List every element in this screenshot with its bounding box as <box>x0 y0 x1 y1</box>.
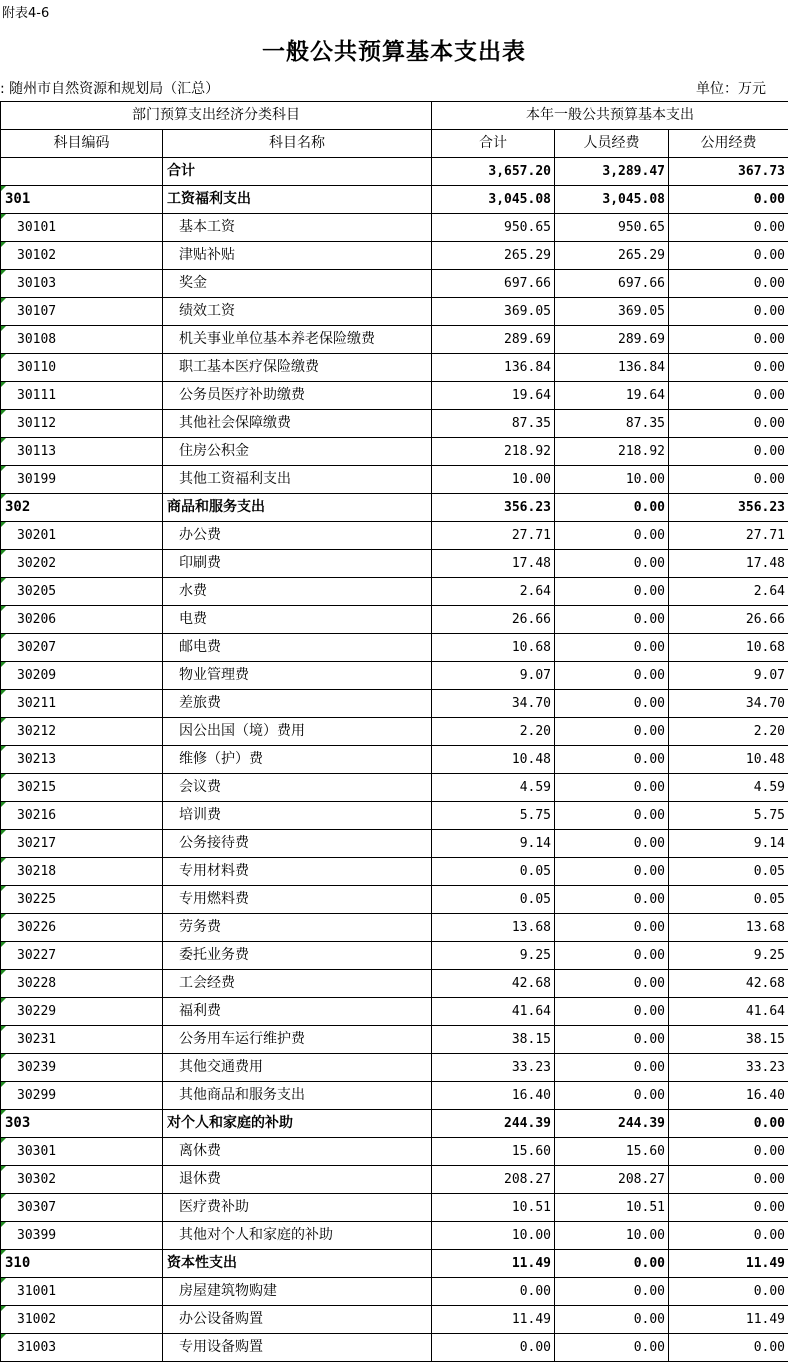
cell-code: 310 <box>1 1250 163 1278</box>
cell-personnel: 10.00 <box>555 1222 669 1250</box>
cell-total: 218.92 <box>432 438 555 466</box>
department-label: : 随州市自然资源和规划局（汇总） <box>0 78 219 98</box>
cell-name: 绩效工资 <box>163 298 432 326</box>
cell-public: 4.59 <box>669 774 788 802</box>
cell-code: 30225 <box>1 886 163 914</box>
cell-personnel: 87.35 <box>555 410 669 438</box>
cell-personnel: 3,045.08 <box>555 186 669 214</box>
cell-code: 30307 <box>1 1194 163 1222</box>
table-row <box>1 578 788 606</box>
cell-name: 办公设备购置 <box>163 1306 432 1334</box>
cell-code: 30302 <box>1 1166 163 1194</box>
cell-name: 劳务费 <box>163 914 432 942</box>
cell-personnel: 10.51 <box>555 1194 669 1222</box>
cell-total: 87.35 <box>432 410 555 438</box>
cell-personnel: 0.00 <box>555 550 669 578</box>
cell-name: 工资福利支出 <box>163 186 432 214</box>
cell-name: 电费 <box>163 606 432 634</box>
cell-public: 16.40 <box>669 1082 788 1110</box>
cell-public: 0.00 <box>669 1138 788 1166</box>
cell-code: 30112 <box>1 410 163 438</box>
cell-code: 30102 <box>1 242 163 270</box>
cell-total: 3,045.08 <box>432 186 555 214</box>
cell-public: 0.00 <box>669 382 788 410</box>
cell-public: 0.00 <box>669 1194 788 1222</box>
cell-code: 30207 <box>1 634 163 662</box>
table-row <box>1 690 788 718</box>
cell-total: 9.25 <box>432 942 555 970</box>
cell-public: 0.00 <box>669 214 788 242</box>
cell-name: 水费 <box>163 578 432 606</box>
cell-personnel: 0.00 <box>555 606 669 634</box>
cell-total: 356.23 <box>432 494 555 522</box>
cell-personnel: 265.29 <box>555 242 669 270</box>
cell-public: 0.00 <box>669 1166 788 1194</box>
cell-total: 16.40 <box>432 1082 555 1110</box>
table-row <box>1 746 788 774</box>
cell-public: 34.70 <box>669 690 788 718</box>
cell-total: 10.00 <box>432 1222 555 1250</box>
cell-code: 30206 <box>1 606 163 634</box>
header-classification: 部门预算支出经济分类科目 <box>1 102 432 130</box>
cell-name: 退休费 <box>163 1166 432 1194</box>
cell-name: 住房公积金 <box>163 438 432 466</box>
cell-public: 27.71 <box>669 522 788 550</box>
table-row <box>1 1138 788 1166</box>
table-row <box>1 326 788 354</box>
cell-total: 26.66 <box>432 606 555 634</box>
cell-total: 10.48 <box>432 746 555 774</box>
table-row <box>1 354 788 382</box>
cell-code: 303 <box>1 1110 163 1138</box>
cell-public: 41.64 <box>669 998 788 1026</box>
table-row <box>1 774 788 802</box>
cell-total: 9.14 <box>432 830 555 858</box>
cell-name: 其他工资福利支出 <box>163 466 432 494</box>
cell-code: 30215 <box>1 774 163 802</box>
cell-public: 0.00 <box>669 270 788 298</box>
cell-code: 30205 <box>1 578 163 606</box>
cell-code: 30239 <box>1 1054 163 1082</box>
table-row <box>1 298 788 326</box>
cell-name: 差旅费 <box>163 690 432 718</box>
cell-personnel: 289.69 <box>555 326 669 354</box>
cell-name: 房屋建筑物购建 <box>163 1278 432 1306</box>
table-row <box>1 634 788 662</box>
cell-total: 208.27 <box>432 1166 555 1194</box>
cell-total: 9.07 <box>432 662 555 690</box>
cell-personnel: 0.00 <box>555 830 669 858</box>
table-row <box>1 998 788 1026</box>
cell-name: 邮电费 <box>163 634 432 662</box>
cell-name: 专用设备购置 <box>163 1334 432 1362</box>
cell-personnel: 0.00 <box>555 914 669 942</box>
cell-name: 专用燃料费 <box>163 886 432 914</box>
cell-personnel: 0.00 <box>555 578 669 606</box>
cell-name: 印刷费 <box>163 550 432 578</box>
cell-name: 委托业务费 <box>163 942 432 970</box>
cell-name: 其他社会保障缴费 <box>163 410 432 438</box>
table-row <box>1 522 788 550</box>
cell-personnel: 244.39 <box>555 1110 669 1138</box>
table-row <box>1 158 788 186</box>
cell-total: 10.00 <box>432 466 555 494</box>
cell-name: 津贴补贴 <box>163 242 432 270</box>
cell-name: 工会经费 <box>163 970 432 998</box>
table-row <box>1 466 788 494</box>
header-name: 科目名称 <box>163 130 432 158</box>
cell-public: 367.73 <box>669 158 788 186</box>
header-total: 合计 <box>432 130 555 158</box>
cell-public: 356.23 <box>669 494 788 522</box>
cell-total: 11.49 <box>432 1250 555 1278</box>
cell-personnel: 0.00 <box>555 522 669 550</box>
cell-code: 30228 <box>1 970 163 998</box>
cell-personnel: 15.60 <box>555 1138 669 1166</box>
table-row <box>1 830 788 858</box>
table-row <box>1 886 788 914</box>
unit-label: 单位：万元 <box>696 78 766 98</box>
cell-total: 265.29 <box>432 242 555 270</box>
cell-personnel: 0.00 <box>555 746 669 774</box>
cell-personnel: 0.00 <box>555 1278 669 1306</box>
cell-name: 基本工资 <box>163 214 432 242</box>
table-row <box>1 410 788 438</box>
cell-name: 机关事业单位基本养老保险缴费 <box>163 326 432 354</box>
cell-code: 30111 <box>1 382 163 410</box>
table-row <box>1 1110 788 1138</box>
cell-public: 17.48 <box>669 550 788 578</box>
cell-total: 10.68 <box>432 634 555 662</box>
table-row <box>1 970 788 998</box>
cell-personnel: 0.00 <box>555 942 669 970</box>
cell-total: 4.59 <box>432 774 555 802</box>
cell-name: 福利费 <box>163 998 432 1026</box>
table-header-row <box>1 130 788 158</box>
cell-code <box>1 158 163 186</box>
table-body <box>1 158 788 1362</box>
cell-name: 医疗费补助 <box>163 1194 432 1222</box>
cell-total: 0.05 <box>432 886 555 914</box>
cell-public: 33.23 <box>669 1054 788 1082</box>
cell-public: 11.49 <box>669 1306 788 1334</box>
table-row <box>1 438 788 466</box>
cell-personnel: 0.00 <box>555 634 669 662</box>
table-row <box>1 1306 788 1334</box>
page-title: 一般公共预算基本支出表 <box>0 33 788 66</box>
cell-code: 30231 <box>1 1026 163 1054</box>
cell-total: 15.60 <box>432 1138 555 1166</box>
cell-personnel: 0.00 <box>555 1054 669 1082</box>
table-row <box>1 1222 788 1250</box>
cell-public: 9.14 <box>669 830 788 858</box>
cell-total: 5.75 <box>432 802 555 830</box>
cell-public: 0.00 <box>669 298 788 326</box>
cell-public: 9.25 <box>669 942 788 970</box>
table-row <box>1 1166 788 1194</box>
cell-code: 30212 <box>1 718 163 746</box>
cell-total: 10.51 <box>432 1194 555 1222</box>
table-row <box>1 242 788 270</box>
cell-code: 30103 <box>1 270 163 298</box>
cell-personnel: 0.00 <box>555 662 669 690</box>
cell-personnel: 19.64 <box>555 382 669 410</box>
header-public: 公用经费 <box>669 130 788 158</box>
table-row <box>1 1278 788 1306</box>
appendix-label: 附表4-6 <box>2 2 49 21</box>
cell-name: 合计 <box>163 158 432 186</box>
cell-personnel: 218.92 <box>555 438 669 466</box>
cell-total: 289.69 <box>432 326 555 354</box>
cell-total: 697.66 <box>432 270 555 298</box>
table-row <box>1 186 788 214</box>
table-row <box>1 606 788 634</box>
cell-code: 30101 <box>1 214 163 242</box>
cell-personnel: 0.00 <box>555 1082 669 1110</box>
cell-name: 其他商品和服务支出 <box>163 1082 432 1110</box>
cell-code: 302 <box>1 494 163 522</box>
table-row <box>1 214 788 242</box>
cell-personnel: 369.05 <box>555 298 669 326</box>
cell-personnel: 0.00 <box>555 886 669 914</box>
table-row <box>1 1194 788 1222</box>
cell-code: 30227 <box>1 942 163 970</box>
cell-name: 专用材料费 <box>163 858 432 886</box>
cell-name: 商品和服务支出 <box>163 494 432 522</box>
header-personnel: 人员经费 <box>555 130 669 158</box>
cell-public: 0.00 <box>669 242 788 270</box>
cell-personnel: 0.00 <box>555 1026 669 1054</box>
cell-total: 33.23 <box>432 1054 555 1082</box>
cell-total: 950.65 <box>432 214 555 242</box>
cell-name: 离休费 <box>163 1138 432 1166</box>
table-row <box>1 1250 788 1278</box>
cell-personnel: 3,289.47 <box>555 158 669 186</box>
cell-public: 10.68 <box>669 634 788 662</box>
cell-public: 5.75 <box>669 802 788 830</box>
cell-total: 0.05 <box>432 858 555 886</box>
cell-public: 10.48 <box>669 746 788 774</box>
cell-personnel: 0.00 <box>555 774 669 802</box>
cell-name: 因公出国（境）费用 <box>163 718 432 746</box>
cell-public: 0.00 <box>669 1278 788 1306</box>
cell-total: 42.68 <box>432 970 555 998</box>
cell-code: 30202 <box>1 550 163 578</box>
cell-public: 0.00 <box>669 466 788 494</box>
cell-public: 0.00 <box>669 186 788 214</box>
cell-total: 3,657.20 <box>432 158 555 186</box>
header-basic-expenditure: 本年一般公共预算基本支出 <box>432 102 788 130</box>
cell-code: 30218 <box>1 858 163 886</box>
cell-public: 0.05 <box>669 886 788 914</box>
table-row <box>1 914 788 942</box>
cell-code: 30213 <box>1 746 163 774</box>
cell-public: 0.00 <box>669 1222 788 1250</box>
cell-public: 13.68 <box>669 914 788 942</box>
cell-personnel: 208.27 <box>555 1166 669 1194</box>
cell-public: 0.00 <box>669 1334 788 1362</box>
cell-personnel: 0.00 <box>555 494 669 522</box>
table-row <box>1 1054 788 1082</box>
cell-code: 30229 <box>1 998 163 1026</box>
cell-total: 2.20 <box>432 718 555 746</box>
cell-code: 30301 <box>1 1138 163 1166</box>
cell-total: 41.64 <box>432 998 555 1026</box>
cell-code: 30209 <box>1 662 163 690</box>
cell-code: 31002 <box>1 1306 163 1334</box>
cell-public: 26.66 <box>669 606 788 634</box>
cell-public: 11.49 <box>669 1250 788 1278</box>
cell-public: 0.00 <box>669 438 788 466</box>
cell-code: 30217 <box>1 830 163 858</box>
cell-total: 244.39 <box>432 1110 555 1138</box>
cell-personnel: 697.66 <box>555 270 669 298</box>
cell-code: 30199 <box>1 466 163 494</box>
cell-personnel: 0.00 <box>555 718 669 746</box>
cell-public: 0.00 <box>669 410 788 438</box>
cell-name: 公务接待费 <box>163 830 432 858</box>
cell-personnel: 0.00 <box>555 970 669 998</box>
cell-code: 30107 <box>1 298 163 326</box>
cell-name: 职工基本医疗保险缴费 <box>163 354 432 382</box>
cell-name: 资本性支出 <box>163 1250 432 1278</box>
cell-total: 369.05 <box>432 298 555 326</box>
cell-code: 30108 <box>1 326 163 354</box>
cell-code: 31003 <box>1 1334 163 1362</box>
cell-code: 301 <box>1 186 163 214</box>
cell-name: 办公费 <box>163 522 432 550</box>
table-row <box>1 270 788 298</box>
cell-name: 公务用车运行维护费 <box>163 1026 432 1054</box>
cell-name: 其他对个人和家庭的补助 <box>163 1222 432 1250</box>
cell-total: 38.15 <box>432 1026 555 1054</box>
cell-code: 30226 <box>1 914 163 942</box>
table-row <box>1 494 788 522</box>
cell-name: 其他交通费用 <box>163 1054 432 1082</box>
cell-public: 2.20 <box>669 718 788 746</box>
cell-personnel: 0.00 <box>555 802 669 830</box>
cell-personnel: 950.65 <box>555 214 669 242</box>
cell-personnel: 10.00 <box>555 466 669 494</box>
cell-code: 30216 <box>1 802 163 830</box>
header-code: 科目编码 <box>1 130 163 158</box>
cell-total: 2.64 <box>432 578 555 606</box>
cell-name: 维修（护）费 <box>163 746 432 774</box>
table-row <box>1 718 788 746</box>
cell-code: 30201 <box>1 522 163 550</box>
cell-total: 11.49 <box>432 1306 555 1334</box>
cell-personnel: 0.00 <box>555 998 669 1026</box>
cell-personnel: 0.00 <box>555 1334 669 1362</box>
cell-code: 30399 <box>1 1222 163 1250</box>
table-row <box>1 802 788 830</box>
cell-name: 会议费 <box>163 774 432 802</box>
cell-public: 38.15 <box>669 1026 788 1054</box>
cell-personnel: 0.00 <box>555 690 669 718</box>
cell-total: 34.70 <box>432 690 555 718</box>
table-row <box>1 550 788 578</box>
cell-code: 30299 <box>1 1082 163 1110</box>
cell-total: 0.00 <box>432 1334 555 1362</box>
cell-public: 2.64 <box>669 578 788 606</box>
cell-name: 奖金 <box>163 270 432 298</box>
cell-public: 42.68 <box>669 970 788 998</box>
cell-public: 0.00 <box>669 354 788 382</box>
table-header-group-row <box>1 102 788 130</box>
cell-public: 9.07 <box>669 662 788 690</box>
cell-code: 30211 <box>1 690 163 718</box>
cell-total: 0.00 <box>432 1278 555 1306</box>
cell-total: 27.71 <box>432 522 555 550</box>
budget-table <box>0 101 788 1362</box>
cell-total: 13.68 <box>432 914 555 942</box>
cell-code: 30110 <box>1 354 163 382</box>
cell-name: 公务员医疗补助缴费 <box>163 382 432 410</box>
table-row <box>1 1334 788 1362</box>
cell-personnel: 0.00 <box>555 858 669 886</box>
cell-personnel: 0.00 <box>555 1306 669 1334</box>
table-row <box>1 942 788 970</box>
cell-public: 0.00 <box>669 326 788 354</box>
cell-public: 0.00 <box>669 1110 788 1138</box>
table-row <box>1 1082 788 1110</box>
cell-total: 19.64 <box>432 382 555 410</box>
cell-personnel: 0.00 <box>555 1250 669 1278</box>
cell-public: 0.05 <box>669 858 788 886</box>
cell-name: 培训费 <box>163 802 432 830</box>
cell-name: 物业管理费 <box>163 662 432 690</box>
table-row <box>1 662 788 690</box>
cell-name: 对个人和家庭的补助 <box>163 1110 432 1138</box>
table-row <box>1 382 788 410</box>
cell-code: 31001 <box>1 1278 163 1306</box>
cell-personnel: 136.84 <box>555 354 669 382</box>
cell-total: 17.48 <box>432 550 555 578</box>
cell-total: 136.84 <box>432 354 555 382</box>
table-row <box>1 858 788 886</box>
cell-code: 30113 <box>1 438 163 466</box>
table-row <box>1 1026 788 1054</box>
